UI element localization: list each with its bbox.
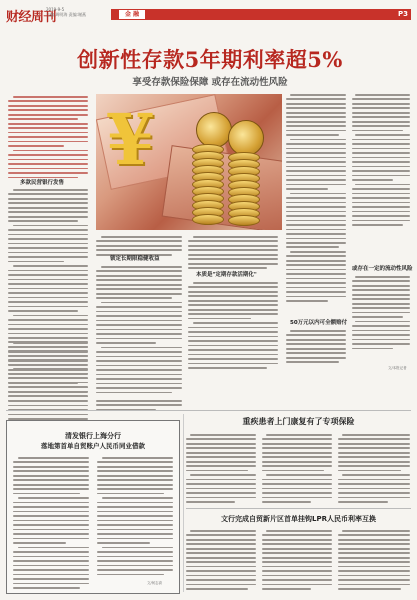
subhead-5: 或存在一定的流动性风险 bbox=[352, 266, 413, 272]
story-3-title: 文行完成自贸新片区首单挂钩LPR人民币利率互换 bbox=[221, 515, 376, 523]
yen-symbol-graphic: ¥ bbox=[106, 98, 155, 181]
column-3-text bbox=[188, 236, 278, 272]
page-number: P3 bbox=[397, 10, 408, 18]
story-2-column-2 bbox=[262, 434, 332, 506]
section-divider bbox=[6, 410, 411, 411]
boxed-story-title bbox=[7, 431, 179, 451]
column-divider bbox=[183, 414, 184, 592]
main-headline: 创新性存款5年期利率超5% bbox=[77, 47, 343, 72]
story-divider bbox=[186, 508, 411, 509]
boxed-story bbox=[6, 420, 180, 594]
story-3-column-1 bbox=[186, 530, 256, 593]
story-2-column-3 bbox=[338, 434, 410, 506]
boxed-story-column-2 bbox=[97, 457, 173, 578]
masthead bbox=[6, 6, 411, 24]
brand-logo: 财经周刊 bbox=[6, 10, 57, 25]
section-label: 金 融 bbox=[119, 10, 145, 19]
column-1-text-2 bbox=[8, 342, 88, 427]
lead-paragraph bbox=[8, 96, 88, 181]
column-4-text-2 bbox=[286, 330, 346, 366]
issue-info bbox=[46, 7, 106, 17]
column-4-text bbox=[286, 94, 346, 305]
story-2-column-1 bbox=[186, 434, 256, 506]
story-2-title: 重疾患者上门康复有了专项保险 bbox=[242, 417, 355, 426]
boxed-story-title-line1: 清发银行上海分行 bbox=[65, 432, 121, 440]
column-2-text bbox=[96, 266, 182, 396]
main-subhead: 享受存款保险保障 或存在流动性风险 bbox=[132, 77, 288, 88]
boxed-story-title-line2: 落地第首单自贸账户人民币同业借款 bbox=[41, 442, 145, 450]
coin-graphic bbox=[228, 120, 264, 156]
coins-banknotes-photo bbox=[96, 94, 282, 230]
subhead-2: 锁定长期限稳健收益 bbox=[110, 256, 160, 262]
column-5-text-2 bbox=[352, 276, 410, 352]
column-5-text bbox=[352, 94, 410, 229]
coin-graphic bbox=[196, 112, 232, 148]
boxed-story-byline: 文/何志高 bbox=[147, 581, 163, 585]
boxed-story-column-1 bbox=[13, 457, 89, 592]
section-bar bbox=[111, 9, 411, 20]
story-3-column-3 bbox=[338, 530, 410, 593]
subhead-3: 本质是"定期存款活期化" bbox=[196, 272, 257, 278]
issue-editors: 主编:周明海 责编:谢燕 bbox=[46, 12, 86, 17]
subhead-4: 50万元以内可全额赔付 bbox=[290, 320, 348, 326]
subhead-1: 多款民营银行发售 bbox=[20, 180, 65, 186]
column-3-text-2 bbox=[188, 282, 278, 372]
issue-date: 2019-9-5 bbox=[46, 7, 65, 12]
story-3-column-2 bbox=[262, 530, 332, 593]
column-2-text-2 bbox=[96, 400, 182, 413]
main-byline: 文/本报记者 bbox=[388, 366, 407, 370]
